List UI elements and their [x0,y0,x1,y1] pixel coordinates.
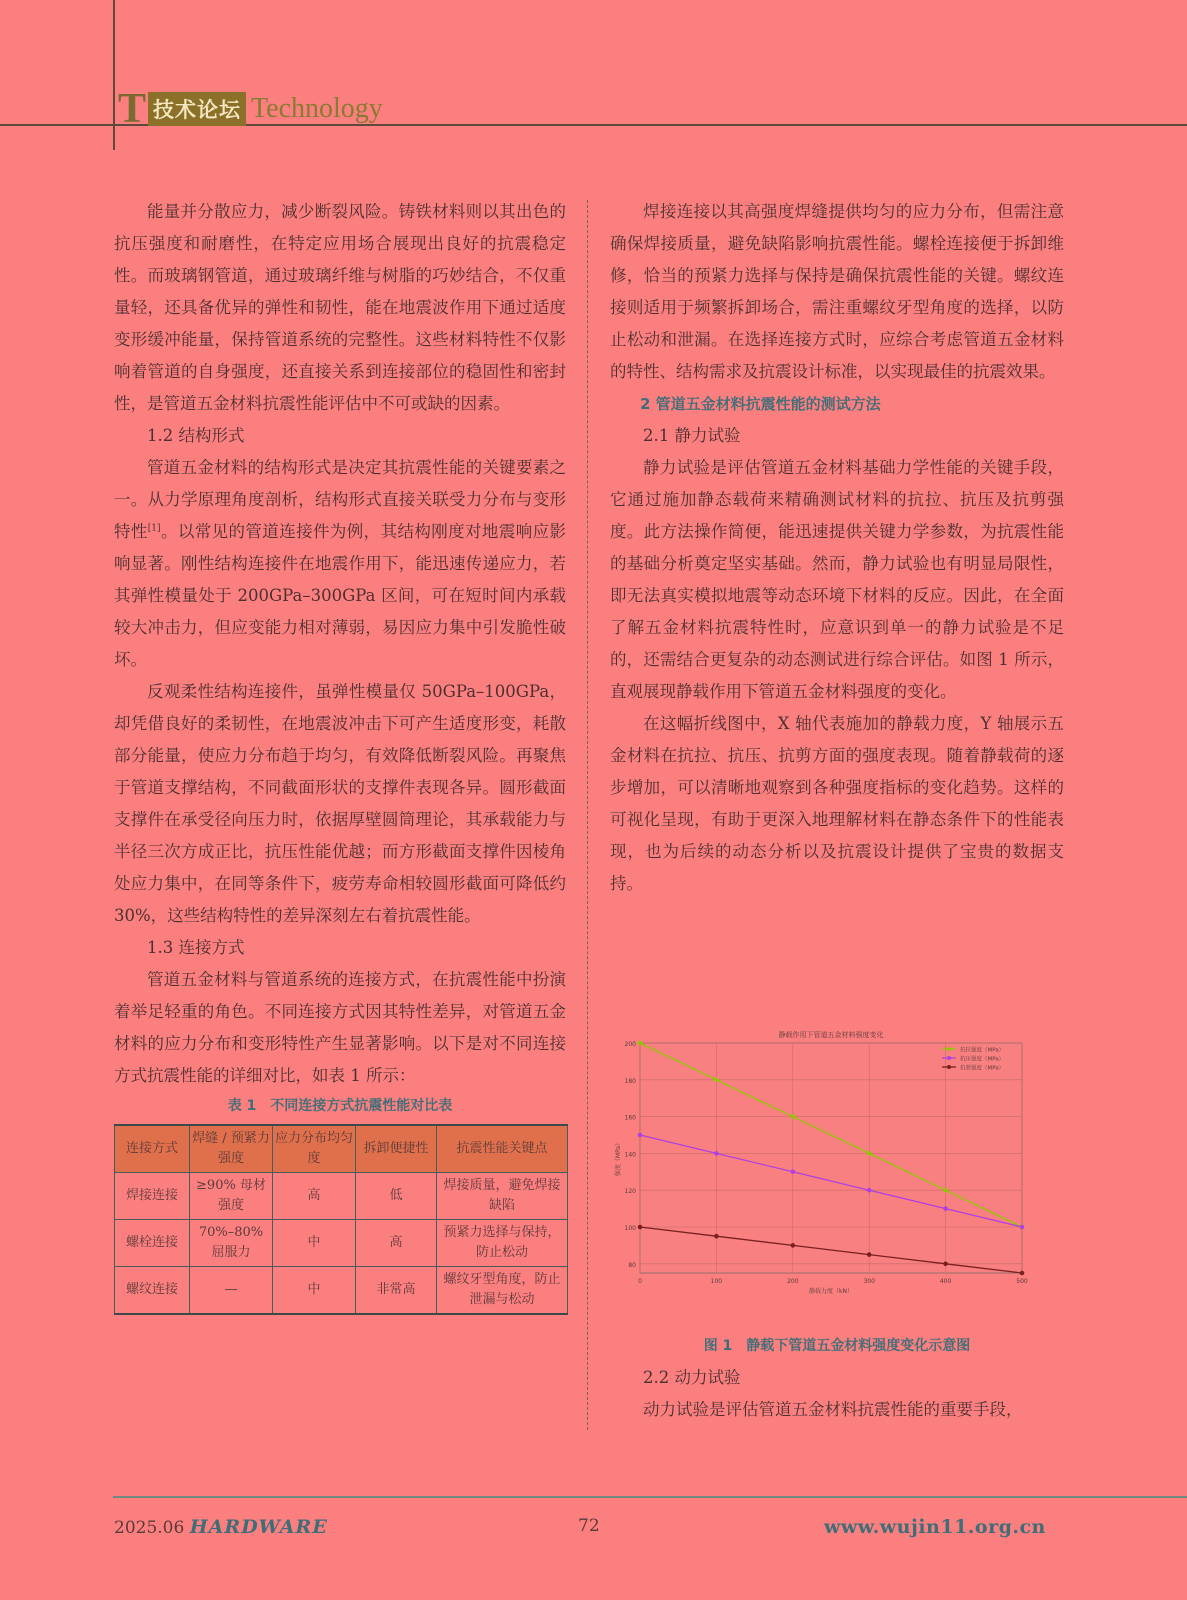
section-header [118,88,383,130]
x-tick-label: 500 [1016,1278,1028,1285]
table-cell: 高 [356,1220,437,1267]
legend-marker [947,1056,951,1060]
section-heading: 2 管道五金材料抗震性能的测试方法 [640,395,881,413]
data-point [714,1234,719,1239]
y-tick-label: 140 [624,1151,636,1159]
data-point [1020,1271,1025,1276]
table-row [115,1220,568,1267]
paragraph: 静力试验是评估管道五金材料基础力学性能的关键手段，它通过施加静态载荷来精确测试材料的抗拉、抗压及抗剪强度。此方法操作简便，能迅速提供关键力学参数，为抗震性能的基础分析奠定坚实基础。然而，静力试验也有明显局限性，即无法真实模拟地震等动态环境下材料的反应。因此，在全面了解五金材料抗震特性时，应意识到单一的静力试验是不足的，还需结合更复杂的动态测试进行综合评估。如图 1 所示，直观展现静载作用下管道五金材料强度的变化。 [610,458,1064,701]
x-tick-label: 400 [939,1278,952,1285]
table-header-cell: 焊缝 / 预紧力强度 [190,1125,273,1173]
table-header-cell: 拆卸便捷性 [356,1125,437,1173]
left-column [114,196,566,1315]
data-point [867,1188,872,1193]
y-tick-label: 100 [624,1225,636,1232]
paragraph: 反观柔性结构连接件，虽弹性模量仅 50GPa–100GPa，却凭借良好的柔韧性，在地震波冲击下可产生适度形变，耗散部分能量，使应力分布趋于均匀，有效降低断裂风险。再聚焦于管道支撑结构，不同截面形状的支撑件表现各异。圆形截面支撑件在承受径向压力时，依据厚壁圆筒理论，其承载能力与半径三次方成正比，抗压性能优越；而方形截面支撑件因棱角处应力集中，在同等条件下，疲劳寿命相较圆形截面可降低约 30%，这些结构特性的差异深刻左右着抗震性能。 [114,682,566,925]
paragraph-text: 管道五金材料的结构形式是决定其抗震性能的关键要素之一。从力学原理角度剖析，结构形式直接关联受力分布与变形特性 [114,458,566,541]
paragraph: 管道五金材料与管道系统的连接方式，在抗震性能中扮演着举足轻重的角色。不同连接方式因其特性差异，对管道五金材料的应力分布和变形特性产生显著影响。以下是对不同连接方式抗震性能的详细对比，如表 1 所示： [114,970,566,1085]
data-point [714,1078,719,1083]
header-letter: T [118,86,147,132]
table-cell: — [190,1267,273,1315]
right-column-continued [610,1362,1064,1426]
x-tick-label: 300 [863,1278,875,1285]
table-header-cell: 应力分布均匀度 [273,1125,356,1173]
paragraph: 焊接连接以其高强度焊缝提供均匀的应力分布，但需注意确保焊接质量，避免缺陷影响抗震性能。螺栓连接便于拆卸维修，恰当的预紧力选择与保持是确保抗震性能的关键。螺纹连接则适用于频繁拆卸场合，需注重螺纹牙型角度的选择，以防止松动和泄漏。在选择连接方式时，应综合考虑管道五金材料的特性、结构需求及抗震设计标准，以实现最佳的抗震效果。 [610,202,1064,381]
x-tick-label: 200 [787,1278,799,1285]
legend-marker [947,1065,951,1069]
table-cell: 螺纹牙型角度，防止泄漏与松动 [437,1267,568,1315]
data-point [1020,1225,1025,1230]
legend-label: 抗剪强度（MPa） [960,1065,1005,1072]
table-header-cell: 抗震性能关键点 [437,1125,568,1173]
legend-label: 抗压强度（MPa） [960,1056,1005,1063]
data-point [867,1252,872,1257]
figure-caption: 图 1 静载下管道五金材料强度变化示意图 [703,1338,971,1354]
table-cell: 螺栓连接 [115,1220,190,1267]
x-tick-label: 0 [638,1278,642,1285]
legend-label: 抗拉强度（MPa） [960,1047,1005,1054]
data-point [867,1151,872,1156]
footer-rule [113,1496,1187,1498]
table-row [115,1173,568,1220]
footer-magazine: HARDWARE [189,1516,328,1538]
footer-url: www.wujin11.org.cn [824,1516,1046,1538]
chart-title: 静载作用下管道五金材料强度变化 [778,1031,884,1039]
table-cell: 焊接连接 [115,1173,190,1220]
table-cell: ≥90% 母材强度 [190,1173,273,1220]
footer-date: 2025.06 [114,1518,185,1538]
header-vertical-rule [113,0,115,150]
y-tick-label: 200 [624,1041,636,1048]
table-title: 表 1 不同连接方式抗震性能对比表 [227,1098,453,1114]
table-cell: 非常高 [356,1267,437,1315]
y-tick-label: 180 [624,1077,636,1085]
data-point [791,1170,796,1175]
footer-issue [114,1516,328,1538]
data-point [638,1041,643,1046]
paragraph [114,452,566,676]
figure-1 [612,1025,1042,1315]
x-axis-label: 静载力度（kN） [809,1288,853,1295]
table-header-cell: 连接方式 [115,1125,190,1173]
data-point [943,1206,948,1211]
table-cell: 低 [356,1173,437,1220]
x-tick-label: 100 [710,1278,723,1285]
paragraph: 在这幅折线图中，X 轴代表施加的静载力度，Y 轴展示五金材料在抗拉、抗压、抗剪方面的强度表现。随着静载荷的逐步增加，可以清晰地观察到各种强度指标的变化趋势。这样的可视化呈现，有助于更深入地理解材料在静态条件下的性能表现，也为后续的动态分析以及抗震设计提供了宝贵的数据支持。 [610,714,1064,893]
y-tick-label: 120 [624,1188,636,1196]
line-chart [612,1025,1042,1315]
column-divider [587,200,588,1430]
header-en: Technology [251,93,383,124]
subsection-heading: 2.2 动力试验 [643,1368,741,1387]
table-cell: 中 [273,1220,356,1267]
table-cell: 中 [273,1267,356,1315]
comparison-table [114,1124,568,1315]
legend-marker [947,1047,951,1051]
data-point [791,1114,796,1119]
page-number: 72 [578,1516,600,1536]
header-label: 技术论坛 [148,92,246,126]
table-cell: 高 [273,1173,356,1220]
data-point [638,1225,643,1230]
plot-area [640,1043,1022,1273]
data-point [638,1133,643,1138]
table-cell: 焊接质量，避免焊接缺陷 [437,1173,568,1220]
paragraph: 动力试验是评估管道五金材料抗震性能的重要手段， [643,1400,1023,1419]
data-point [791,1243,796,1248]
table-header-row [115,1125,568,1173]
y-tick-label: 80 [628,1261,636,1269]
data-point [714,1151,719,1156]
data-point [943,1188,948,1193]
data-point [943,1262,948,1267]
table-cell: 螺纹连接 [115,1267,190,1315]
table-row [115,1267,568,1315]
citation-ref: [1] [147,523,161,534]
right-column [610,196,1064,900]
y-axis-label: 强度（MPa） [615,1139,622,1177]
table-cell: 70%–80% 屈服力 [190,1220,273,1267]
subsection-heading: 1.3 连接方式 [147,938,245,957]
table-cell: 预紧力选择与保持，防止松动 [437,1220,568,1267]
paragraph: 能量并分散应力，减少断裂风险。铸铁材料则以其出色的抗压强度和耐磨性，在特定应用场合展现出良好的抗震稳定性。而玻璃钢管道，通过玻璃纤维与树脂的巧妙结合，不仅重量轻，还具备优异的弹性和韧性，能在地震波作用下通过适度变形缓冲能量，保持管道系统的完整性。这些材料特性不仅影响着管道的自身强度，还直接关系到连接部位的稳固性和密封性，是管道五金材料抗震性能评估中不可或缺的因素。 [114,202,566,413]
y-tick-label: 160 [624,1114,636,1122]
subsection-heading: 2.1 静力试验 [643,426,741,445]
subsection-heading: 1.2 结构形式 [147,426,245,445]
paragraph-text: 。以常见的管道连接件为例，其结构刚度对地震响应影响显著。刚性结构连接件在地震作用下，能迅速传递应力，若其弹性模量处于 200GPa–300GPa 区间，可在短时间内承载较大冲击力，但应变能力相对薄弱，易因应力集中引发脆性破坏。 [114,522,567,669]
